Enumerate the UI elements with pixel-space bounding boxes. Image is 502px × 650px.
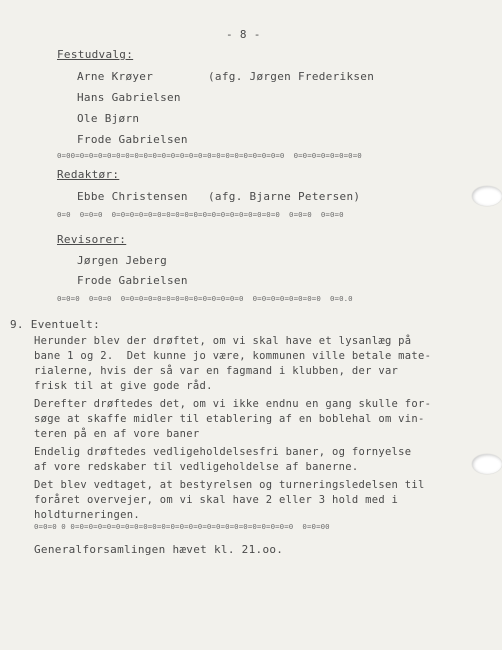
section-heading-revisorer: Revisorer: (57, 233, 127, 246)
paragraph-line: frisk til at give gode råd. (34, 380, 213, 392)
separator-line: 0=0 0=0=0 0=0=0=0=0=0=0=0=0=0=0=0=0=0=0=0=0=0=0 0=0=0 0=0=0 (57, 210, 344, 219)
member-name: Frode Gabrielsen (77, 274, 188, 287)
page-number: - 8 - (226, 28, 261, 41)
paragraph-line: holdturneringen. (34, 509, 140, 521)
punch-hole (472, 454, 502, 474)
paragraph-line: søge at skaffe midler til etablering af en boblehal om vin- (34, 413, 425, 425)
separator-line: 0=0=0 0 0=0=0=0=0=0=0=0=0=0=0=0=0=0=0=0=0=0=0=0=0=0=0=0=0 0=0=00 (34, 522, 330, 531)
section-heading-festudvalg: Festudvalg: (57, 48, 134, 61)
paragraph-line: bane 1 og 2. Det kunne jo være, kommunen ville betale mate- (34, 350, 432, 362)
paragraph-line: Herunder blev der drøftet, om vi skal have et lysanlæg på (34, 335, 412, 347)
member-name: Ebbe Christensen (77, 190, 188, 203)
member-note: (afg. Bjarne Petersen) (208, 190, 361, 203)
member-name: Frode Gabrielsen (77, 133, 188, 146)
paragraph-line: af vore redskaber til vedligeholdelse af banerne. (34, 461, 359, 473)
member-note: (afg. Jørgen Frederiksen (208, 70, 375, 83)
member-name: Ole Bjørn (77, 112, 140, 125)
paragraph-line: rialerne, hvis der så var en fagmand i klubben, der var (34, 365, 399, 377)
section-heading-eventuelt: 9. Eventuelt: (10, 318, 100, 331)
paragraph-line: Det blev vedtaget, at bestyrelsen og turneringsledelsen til (34, 479, 425, 491)
separator-line: 0=0=0 0=0=0 0=0=0=0=0=0=0=0=0=0=0=0=0=0 0=0=0=0=0=0=0=0 0=0.0 (57, 294, 353, 303)
punch-hole (472, 186, 502, 206)
paragraph-line: foråret overvejer, om vi skal have 2 eller 3 hold med i (34, 494, 399, 506)
paragraph-line: Derefter drøftedes det, om vi ikke endnu en gang skulle for- (34, 398, 432, 410)
separator-line: 0=00=0=0=0=0=0=0=0=0=0=0=0=0=0=0=0=0=0=0=0=0=0=0=0 0=0=0=0=0=0=0=0 (57, 151, 362, 160)
paragraph-line: Endelig drøftedes vedligeholdelsesfri baner, og fornyelse (34, 446, 412, 458)
section-heading-redaktor: Redaktør: (57, 168, 120, 181)
member-name: Hans Gabrielsen (77, 91, 181, 104)
member-name: Arne Krøyer (77, 70, 154, 83)
closing-statement: Generalforsamlingen hævet kl. 21.oo. (34, 543, 284, 556)
paragraph-line: teren på en af vore baner (34, 428, 200, 440)
member-name: Jørgen Jeberg (77, 254, 167, 267)
